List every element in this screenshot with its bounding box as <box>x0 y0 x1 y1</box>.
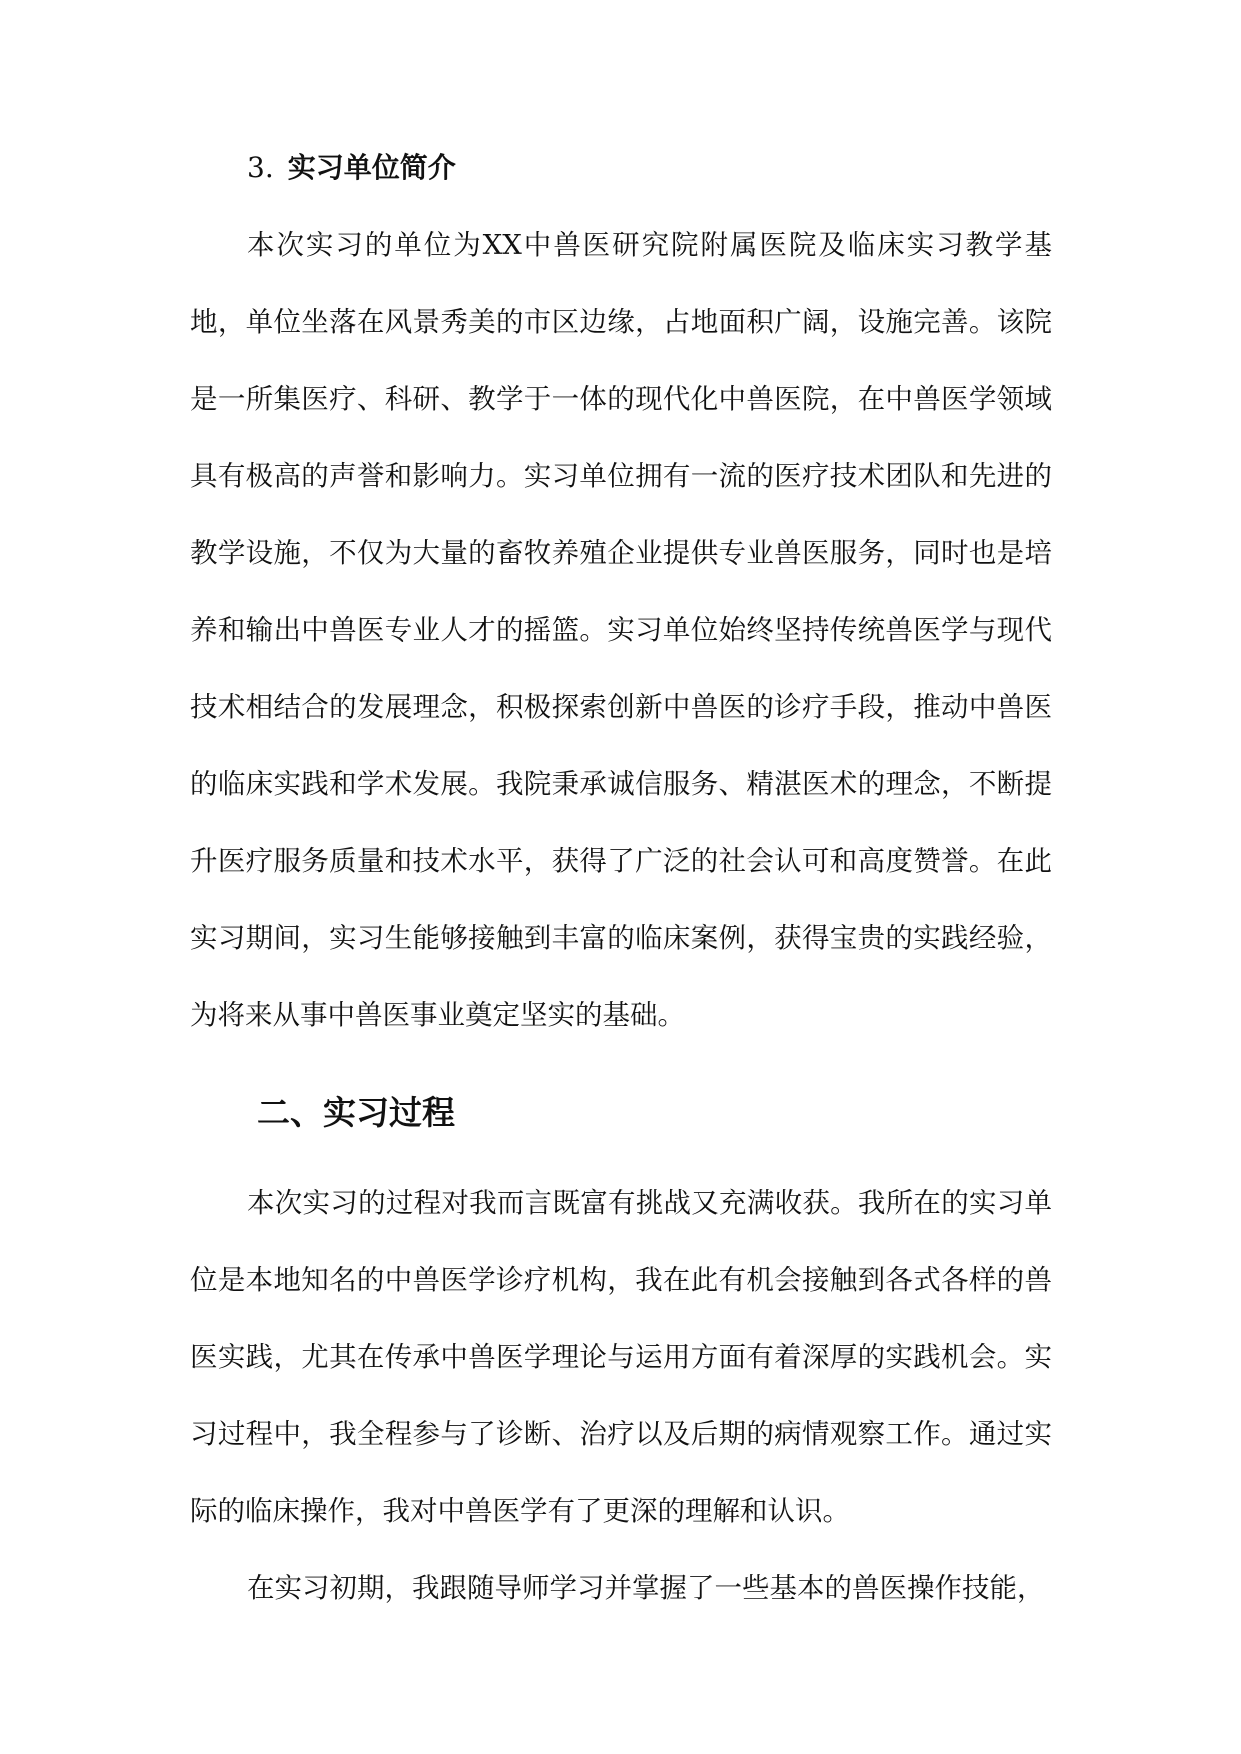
paragraph-early-stage: 在实习初期，我跟随导师学习并掌握了一些基本的兽医操作技能， <box>247 1572 1045 1604</box>
subsection-title: 实习单位简介 <box>287 151 456 184</box>
paragraph-process-intro: 本次实习的过程对我而言既富有挑战又充满收获。我所在的实习单位是本地知名的中兽医学诊疗机构，我在此有机会接触到各式各样的兽医实践，尤其在传承中兽医学理论与运用方面有着深厚的实践机会。实习过程中，我全程参与了诊断、治疗以及后期的病情观察工作。通过实际的临床操作，我对中兽医学有了更深的理解和认识。 <box>190 1187 1052 1527</box>
subsection-heading <box>247 148 456 188</box>
paragraph-unit-intro: 本次实习的单位为XX中兽医研究院附属医院及临床实习教学基地，单位坐落在风景秀美的市区边缘，占地面积广阔，设施完善。该院是一所集医疗、科研、教学于一体的现代化中兽医院，在中兽医学领域具有极高的声誉和影响力。实习单位拥有一流的医疗技术团队和先进的教学设施，不仅为大量的畜牧养殖企业提供专业兽医服务，同时也是培养和输出中兽医专业人才的摇篮。实习单位始终坚持传统兽医学与现代技术相结合的发展理念，积极探索创新中兽医的诊疗手段，推动中兽医的临床实践和学术发展。我院秉承诚信服务、精湛医术的理念，不断提升医疗服务质量和技术水平，获得了广泛的社会认可和高度赞誉。在此实习期间，实习生能够接触到丰富的临床案例，获得宝贵的实践经验，为将来从事中兽医事业奠定坚实的基础。 <box>190 229 1052 1031</box>
subsection-number: 3. <box>247 151 274 184</box>
section-heading: 二、实习过程 <box>257 1093 455 1132</box>
